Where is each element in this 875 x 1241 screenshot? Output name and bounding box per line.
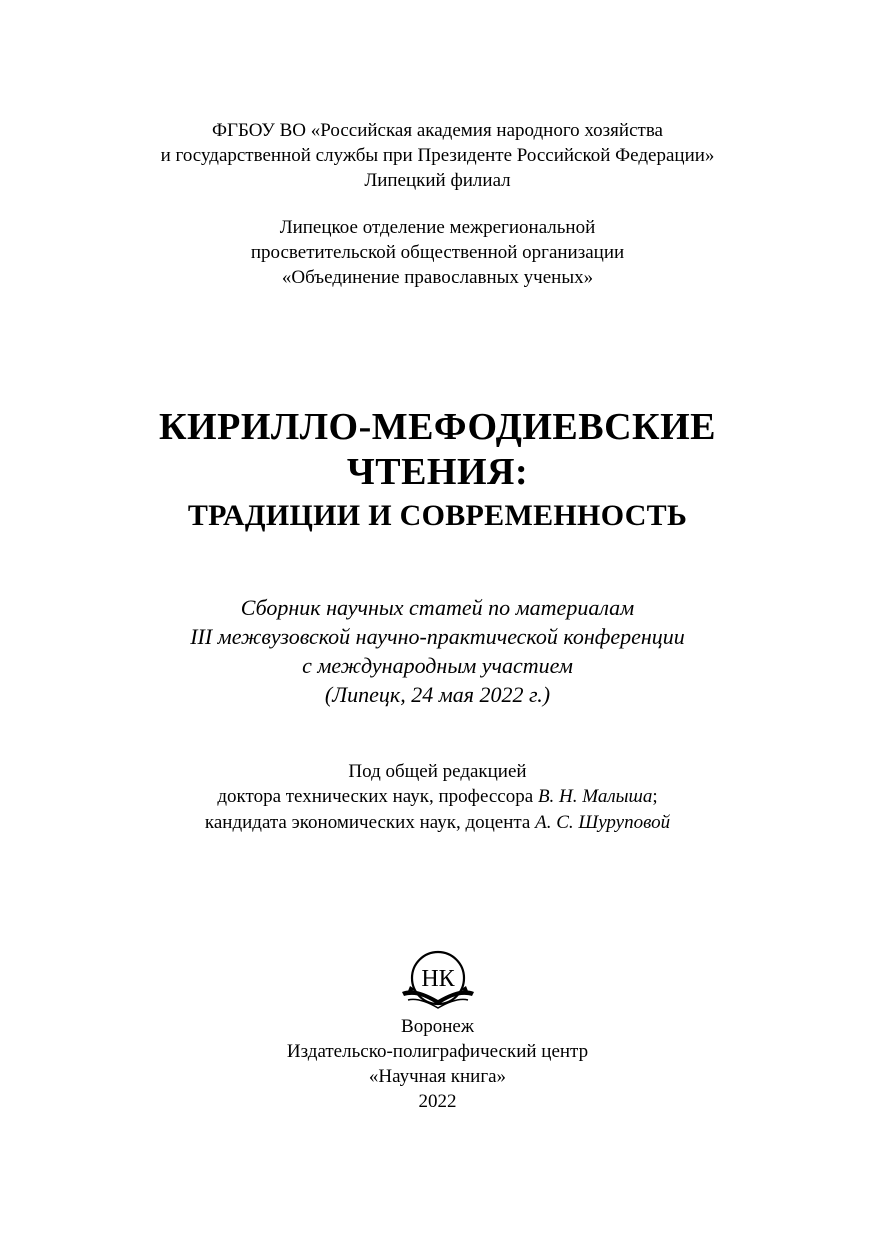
co-organizer-line-1: Липецкое отделение межрегиональной bbox=[279, 217, 596, 238]
editor-2-name: А. С. Шуруповой bbox=[535, 812, 671, 833]
co-organizer-line-2: просветительской общественной организации bbox=[250, 242, 625, 263]
publication-year: 2022 bbox=[418, 1091, 457, 1112]
editor-1-name: В. Н. Малыша bbox=[537, 786, 653, 807]
editors-intro: Под общей редакцией bbox=[348, 761, 527, 782]
editor-2-credentials: кандидата экономических наук, доцента bbox=[204, 812, 536, 833]
publisher-name: Издательско-полиграфический центр bbox=[286, 1041, 589, 1062]
publisher-logo-icon bbox=[398, 948, 478, 1016]
description-line-2: III межвузовской научно-практической конференции bbox=[190, 624, 685, 649]
publisher-brand: «Научная книга» bbox=[368, 1066, 507, 1087]
co-organizer-line-3: «Объединение православных ученых» bbox=[281, 267, 594, 288]
publisher-city: Воронеж bbox=[401, 1016, 474, 1037]
organization-line-1: ФГБОУ ВО «Российская академия народного хозяйства bbox=[212, 120, 663, 141]
organization-line-2: и государственной службы при Президенте Российской Федерации» bbox=[160, 145, 715, 166]
logo-book-shape bbox=[402, 990, 474, 1005]
description-line-4: (Липецк, 24 мая 2022 г.) bbox=[324, 682, 551, 707]
organization-line-3: Липецкий филиал bbox=[364, 170, 511, 191]
logo-text: НК bbox=[421, 966, 455, 992]
editor-2 bbox=[0, 813, 875, 832]
editor-1-separator: ; bbox=[652, 786, 658, 807]
description-line-1: Сборник научных статей по материалам bbox=[240, 595, 635, 620]
editor-1-credentials: доктора технических наук, профессора bbox=[217, 786, 538, 807]
description-line-3: с международным участием bbox=[302, 653, 573, 678]
title-line-2: ЧТЕНИЯ: bbox=[346, 451, 529, 493]
title-line-3: ТРАДИЦИИ И СОВРЕМЕННОСТЬ bbox=[187, 499, 688, 532]
editor-1 bbox=[0, 787, 875, 806]
title-line-1: КИРИЛЛО-МЕФОДИЕВСКИЕ bbox=[159, 406, 716, 448]
